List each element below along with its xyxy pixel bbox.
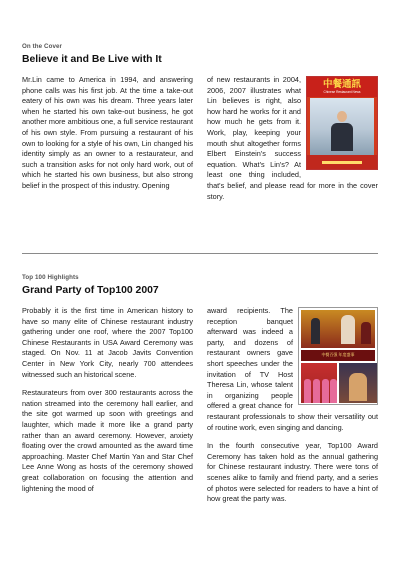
paragraph: of new restaurants in 2004, 2006, 2007 illustrates what Lin believes is right, also how hard he works for it and how much he gets from it. Work, play, keeping your mouth shut altogether forms Elbert Einstein's success equation. What's Lin's? At least one thing included, that's belief, and please read for more in the cover story. (207, 75, 378, 201)
cover-section (22, 43, 378, 210)
paragraph: award recipients. The reception banquet afterward was indeed a party, and dozens of restaurant owners gave short speeches under the invitation of TV Host Theresa Lin, whose talent in organizing people offered a great chance for restaurant professionals to show their versatility out of routine work, even singing and dancing. (207, 306, 378, 432)
cover-footer (307, 155, 377, 169)
paragraph: Probably it is the first time in American history to have so many elite of Chinese restaurant industry gathering under one roof, where the 2007 Top100 Chinese Restaurants in USA Award Ceremony was staged. On Nov. 11 at Jacob Javits Convention Center in New York City, nearly 700 attendees witnessed such an historical scene. (22, 306, 193, 379)
cover-masthead (307, 77, 377, 97)
article-headline: Believe it and Be Live with It (22, 54, 162, 65)
article-columns (22, 75, 378, 210)
article-headline: Grand Party of Top100 2007 (22, 285, 159, 296)
award-photos-image (298, 307, 378, 405)
column-right (207, 75, 378, 210)
highlights-section (22, 274, 378, 513)
cover-subtitle: Chinese Restaurant News (323, 90, 361, 94)
performers-photo (301, 363, 337, 403)
column-left (22, 75, 193, 210)
section-divider (22, 253, 378, 254)
paragraph: Mr.Lin came to America in 1994, and answering phone calls was his first job. At the time a take-out eatery of his own was his dream. Three years later when he started his own take-out business, he got another more ambitious one, a full service restaurant of his own style. From pursuing a restaurant of his own to looking for a style of his own, Lin changed his identity simply as an owner to a restaurateur, and such a transition asks for not only hard work, out of which he started his own business, but also strong belief in the prospect of this industry. Opening (22, 75, 193, 190)
column-right (207, 306, 378, 513)
ceremony-photo (301, 310, 375, 348)
column-left (22, 306, 193, 513)
section-kicker: On the Cover (22, 43, 63, 50)
photo-banner: 中餐百强 年度盛事 (301, 350, 375, 361)
cover-person (331, 111, 353, 151)
magazine-cover-image (306, 76, 378, 170)
paragraph: In the fourth consecutive year, Top100 Award Ceremony has taken hold as the annual gathering for Chinese restaurant industry. There were tons of scenes alike to family and friend party, and a series of photos were selected for readers to have a hint of how great the party was. (207, 441, 378, 504)
paragraph: Restaurateurs from over 300 restaurants across the nation streamed into the ceremony hall earlier, and the site got warmed up soon with greetings and laughter, which made it more like a grand party rather than an award ceremony. However, anxiety floating over the crowd amounted as the award time approaching. Master Chef Martin Yan and Star Chef Lee Anne Wong as hosts of the ceremony showed great collaboration on focusing the attention and lightening the mood of (22, 388, 193, 493)
article-columns (22, 306, 378, 513)
cover-title: 中餐通訊 (322, 79, 361, 90)
singer-photo (339, 363, 377, 403)
section-kicker: Top 100 Highlights (22, 274, 79, 281)
